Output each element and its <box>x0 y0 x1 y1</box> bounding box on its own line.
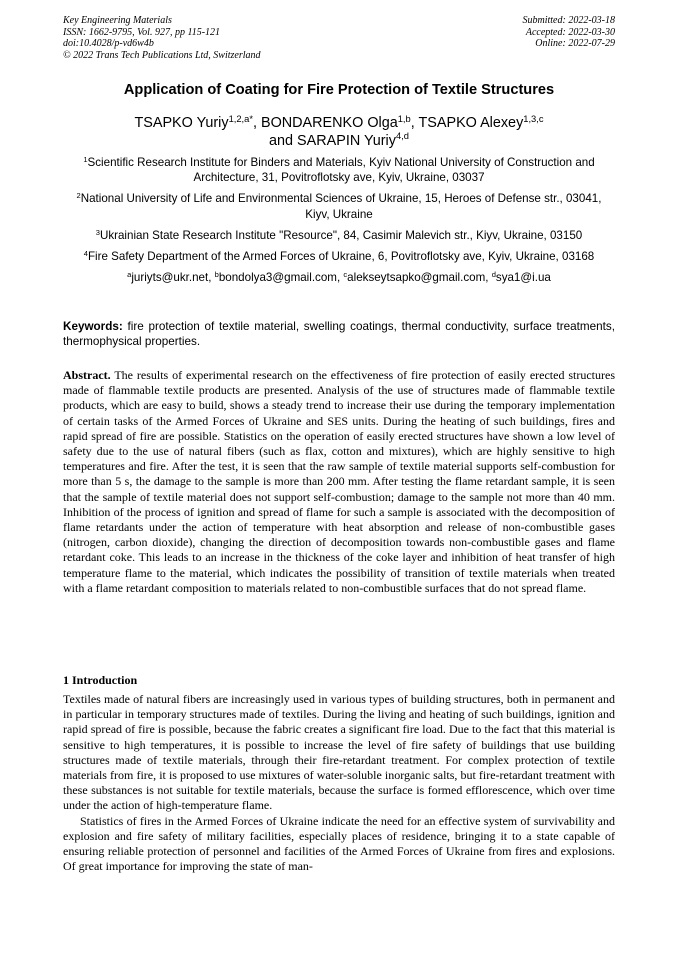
accepted-date: Accepted: 2022-03-30 <box>525 26 615 38</box>
abstract-text: The results of experimental research on the effectiveness of fire protection of easily erected structures made of flammable textile products are presented. Analysis of the use of structures made of flammable textile products, which are easy to build, shows a steady trend to increase their use during the temporary implementation of certain tasks of the Armed Forces of Ukraine and SES units. During the heating of such buildings, fires and rapid spread of fire are possible. Statistics on the operation of easily erected structures have shown a low level of safety due to the use of natural fibers (such as flax, cotton and mixtures), which are highly sensitive to high temperatures and fire. After the test, it is seen that the raw sample of textile material supports self-combustion for more than 5 s, the damage to the sample is more than 200 mm. After testing the flame retardant sample, it is seen that the sample of textile material does not support self-combustion; damage to the sample not more than 40 mm. Inhibition of the process of ignition and spread of flame for such a sample is associated with the decomposition of flame retardants under the action of temperature with heat absorption and release of non-combustible gases (nitrogen, carbon dioxide), changing the direction of decomposition towards non-combustible gases and flame retardant coke. This leads to an increase in the thickness of the coke layer and inhibition of heat transfer of high temperature flame to the material, which indicates the possibility of transition of textile materials when treated with a flame retardant composition to materials related to non-combustible surfaces that do not spread flame. <box>63 368 615 595</box>
affiliation-text: National University of Life and Environmental Sciences of Ukraine, 15, Heroes of Defense str., 03041, Kiyv, Ukraine <box>80 192 602 221</box>
journal-name: Key Engineering Materials <box>63 15 172 26</box>
author-name: SARAPIN Yuriy <box>297 132 396 149</box>
keywords-text: fire protection of textile material, swelling coatings, thermal conductivity, surface treatments, thermophysical properties. <box>63 320 615 349</box>
intro-paragraph: Textiles made of natural fibers are increasingly used in various types of building structures, both in permanent and in particular in temporary structures made of textiles. During the living and heating of such buildings, ignition and rapid spread of fire is possible, because the fabric creates a significant fire load. Due to the fact that this material is sensitive to high temperatures, it is possible to increase the level of fire safety of buildings that use building structures made of textile materials, through their fire-retardant treatment. For complex protection of textile materials from fire, it is proposed to use mixtures of water-soluble inorganic salts, but fire-retardant treatment with these substances is not suitable for textile materials, because the surface is formed efflorescence, which over time under the action of high-temperature flame. <box>63 692 615 813</box>
affiliation-number: 2 <box>76 191 81 201</box>
author-affil-sup: 1,2,a* <box>228 113 253 124</box>
affiliation-number: 4 <box>83 248 88 258</box>
doi[interactable]: doi:10.4028/p-vd6w4b <box>63 38 154 50</box>
submitted-date: Submitted: 2022-03-18 <box>522 15 615 26</box>
submission-dates <box>523 15 616 50</box>
email-marker: d <box>491 270 496 280</box>
affiliation <box>64 155 614 185</box>
keywords-label: Keywords: <box>63 320 123 333</box>
affiliation <box>64 249 614 264</box>
affiliation-text: Ukrainian State Research Institute "Resource", 84, Casimir Malevich str., Kiyv, Ukraine, 03150 <box>99 228 583 242</box>
section-heading-introduction: 1 Introduction <box>63 673 138 687</box>
author-affil-sup: 1,b <box>397 113 411 124</box>
email-marker: a <box>127 270 132 280</box>
affiliation-text: Fire Safety Department of the Armed Forces of Ukraine, 6, Povitroflotsky ave, Kyiv, Ukraine, 03168 <box>87 250 595 264</box>
email-marker: b <box>214 270 219 280</box>
issn-volume-pages: ISSN: 1662-9795, Vol. 927, pp 115-121 <box>63 26 221 38</box>
affiliation-number: 1 <box>83 154 88 164</box>
affiliation-text: Scientific Research Institute for Binders and Materials, Kyiv National University of Construction and Architecture, 31, Povitroflotsky ave, Kyiv, Ukraine, 03037 <box>87 156 595 185</box>
abstract <box>63 368 615 596</box>
email-address[interactable]: alekseytsapko@gmail.com, <box>347 271 492 285</box>
intro-paragraph: Statistics of fires in the Armed Forces of Ukraine indicate the need for an effective system of survivability and explosion and fire safety of military facilities, especially places of residence, bringing it to a state capable of ensuring reliable protection of personnel and facilities of the Armed Forces of Ukraine from fires and explosions. Of great importance for improving the state of man- <box>63 813 615 874</box>
email-marker: c <box>343 270 348 280</box>
author-separator: , <box>410 115 419 131</box>
abstract-label: Abstract. <box>63 368 111 382</box>
affiliation-number: 3 <box>95 227 100 237</box>
author-emails <box>64 270 614 285</box>
author-list <box>60 115 618 150</box>
author-affil-sup: 4,d <box>395 131 409 142</box>
keywords <box>63 319 615 350</box>
paper-title: Application of Coating for Fire Protection of Textile Structures <box>123 82 555 98</box>
affiliations <box>64 155 614 285</box>
affiliation <box>64 191 614 221</box>
author-affil-sup: 1,3,c <box>523 113 544 124</box>
email-address[interactable]: sya1@i.ua <box>495 271 551 285</box>
author-name: BONDARENKO Olga <box>260 115 398 131</box>
author-name: TSAPKO Alexey <box>418 115 524 131</box>
author-conjunction: and <box>269 132 298 149</box>
email-address[interactable]: bondolya3@gmail.com, <box>218 271 344 285</box>
author-name: TSAPKO Yuriy <box>134 115 229 131</box>
email-address[interactable]: juriyts@ukr.net, <box>131 271 215 285</box>
introduction-body <box>63 692 615 874</box>
online-date: Online: 2022-07-29 <box>535 38 615 50</box>
journal-info <box>63 15 261 61</box>
affiliation <box>64 228 614 243</box>
author-separator: , <box>252 115 261 131</box>
copyright: © 2022 Trans Tech Publications Ltd, Switzerland <box>63 49 261 61</box>
